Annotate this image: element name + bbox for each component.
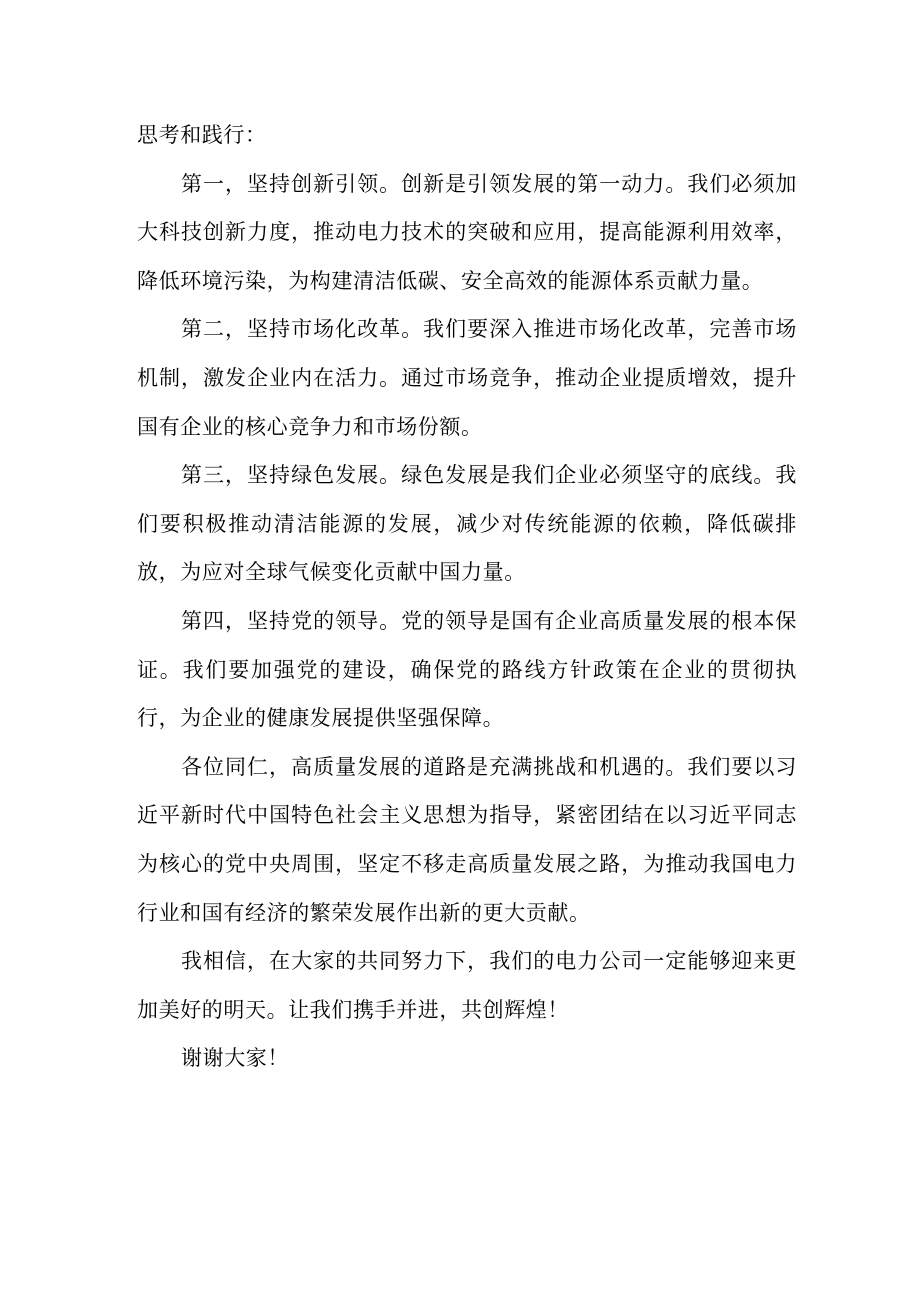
- paragraph-intro: 思考和践行：: [137, 123, 267, 147]
- paragraph-point-one: 第一，坚持创新引领。创新是引领发展的第一动力。我们必须加大科技创新力度，推动电力技术的突破和应用，提高能源利用效率，降低环境污染，为构建清洁低碳、安全高效的能源体系贡献力量。: [137, 171, 797, 293]
- paragraph-point-two: 第二，坚持市场化改革。我们要深入推进市场化改革，完善市场机制，激发企业内在活力。通过市场竞争，推动企业提质增效，提升国有企业的核心竞争力和市场份额。: [137, 317, 797, 439]
- paragraph-belief: 我相信，在大家的共同努力下，我们的电力公司一定能够迎来更加美好的明天。让我们携手并进，共创辉煌！: [137, 949, 797, 1022]
- document-body: [137, 111, 797, 1083]
- paragraph-thanks: 谢谢大家！: [181, 1046, 289, 1071]
- paragraph-colleagues: 各位同仁，高质量发展的道路是充满挑战和机遇的。我们要以习近平新时代中国特色社会主义思想为指导，紧密团结在以习近平同志为核心的党中央周围，坚定不移走高质量发展之路，为推动我国电力行业和国有经济的繁荣发展作出新的更大贡献。: [137, 754, 797, 925]
- paragraph-point-four: 第四，坚持党的领导。党的领导是国有企业高质量发展的根本保证。我们要加强党的建设，确保党的路线方针政策在企业的贯彻执行，为企业的健康发展提供坚强保障。: [137, 608, 797, 731]
- paragraph-point-three: 第三，坚持绿色发展。绿色发展是我们企业必须坚守的底线。我们要积极推动清洁能源的发展，减少对传统能源的依赖，降低碳排放，为应对全球气候变化贡献中国力量。: [137, 463, 797, 585]
